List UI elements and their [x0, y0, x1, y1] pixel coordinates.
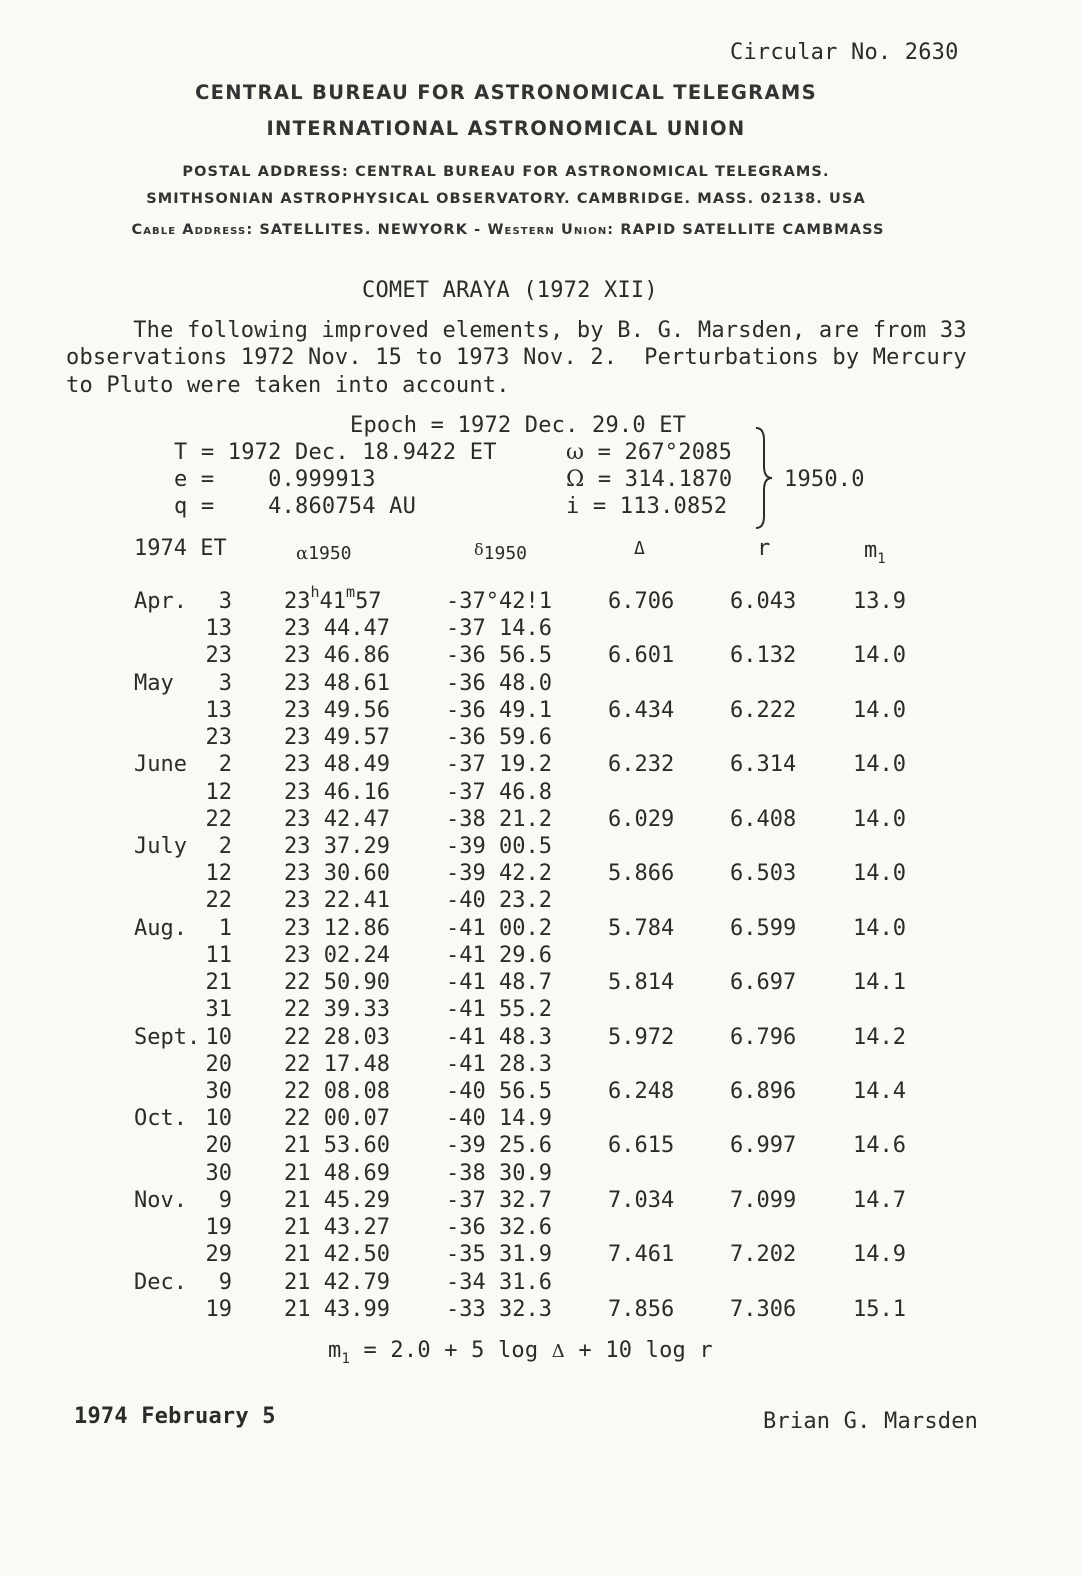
- row-heliocentric-distance: 6.503: [730, 861, 797, 887]
- row-declination: -40 23.2: [446, 888, 552, 914]
- omega-symbol: ω: [566, 440, 585, 465]
- author-signature: Brian G. Marsden: [763, 1409, 979, 1434]
- union-title: INTERNATIONAL ASTRONOMICAL UNION: [266, 117, 746, 140]
- col-distance-header: Δ: [634, 538, 645, 559]
- row-day: 2: [218, 752, 232, 778]
- bureau-title: CENTRAL BUREAU FOR ASTRONOMICAL TELEGRAMS: [195, 81, 817, 104]
- row-heliocentric-distance: 7.202: [730, 1242, 797, 1268]
- row-right-ascension: 23 30.60: [284, 861, 390, 887]
- table-row: [0, 1133, 1082, 1160]
- formula-part-1: = 2.0 + 5 log: [350, 1338, 552, 1363]
- row-day: 9: [218, 1269, 232, 1295]
- node-symbol: Ω: [566, 467, 585, 492]
- row-right-ascension: 22 08.08: [284, 1078, 390, 1104]
- row-magnitude: 14.6: [853, 1133, 906, 1159]
- table-row: [0, 807, 1082, 834]
- table-row: [0, 1079, 1082, 1106]
- row-declination: -36 48.0: [446, 670, 552, 696]
- row-declination: -41 29.6: [446, 942, 552, 968]
- col-ra-header: [296, 540, 352, 565]
- row-magnitude: 14.0: [853, 861, 906, 887]
- omega-value: = 267°2085: [584, 440, 733, 465]
- row-right-ascension: 21 48.69: [284, 1160, 390, 1186]
- row-heliocentric-distance: 7.099: [730, 1187, 797, 1213]
- table-row: [0, 616, 1082, 643]
- row-declination: -41 55.2: [446, 997, 552, 1023]
- row-geocentric-distance: 5.972: [608, 1024, 675, 1050]
- row-declination: -36 49.1: [446, 697, 552, 723]
- table-row: [0, 698, 1082, 725]
- row-right-ascension: 21 42.79: [284, 1269, 390, 1295]
- equinox-brace: [752, 426, 776, 530]
- formula-part-2: + 10 log r: [564, 1338, 713, 1363]
- equinox: 1950.0: [784, 467, 865, 492]
- row-declination: -41 28.3: [446, 1051, 552, 1077]
- row-heliocentric-distance: 6.132: [730, 643, 797, 669]
- table-row: [0, 943, 1082, 970]
- table-row: [0, 1025, 1082, 1052]
- row-declination: -40 56.5: [446, 1078, 552, 1104]
- comet-title: COMET ARAYA (1972 XII): [362, 278, 658, 303]
- row-declination: -37 32.7: [446, 1187, 552, 1213]
- row-declination: -36 32.6: [446, 1215, 552, 1241]
- table-row: [0, 752, 1082, 779]
- row-right-ascension: 23 22.41: [284, 888, 390, 914]
- element-e: e = 0.999913: [174, 467, 376, 492]
- row-right-ascension: 22 50.90: [284, 970, 390, 996]
- intro-line-1: The following improved elements, by B. G. Marsden, are from 33: [66, 318, 967, 343]
- row-right-ascension: 22 00.07: [284, 1106, 390, 1132]
- formula-m: m: [328, 1338, 342, 1363]
- row-right-ascension: 22 39.33: [284, 997, 390, 1023]
- row-magnitude: 14.0: [853, 643, 906, 669]
- row-declination: -41 48.7: [446, 970, 552, 996]
- observatory-address: SMITHSONIAN ASTROPHYSICAL OBSERVATORY. CAMBRIDGE. MASS. 02138. USA: [146, 191, 866, 207]
- row-right-ascension: 23 48.49: [284, 752, 390, 778]
- row-geocentric-distance: 6.434: [608, 697, 675, 723]
- row-right-ascension: 22 17.48: [284, 1051, 390, 1077]
- row-geocentric-distance: 7.461: [608, 1242, 675, 1268]
- row-month: June: [134, 752, 187, 778]
- row-day: 3: [218, 589, 232, 614]
- magnitude-formula: [328, 1338, 713, 1367]
- element-node: [566, 467, 732, 492]
- table-row: [0, 834, 1082, 861]
- row-day: 12: [205, 861, 232, 887]
- intro-line-3: to Pluto were taken into account.: [66, 373, 510, 398]
- row-right-ascension: 23 49.57: [284, 725, 390, 751]
- formula-delta: Δ: [551, 1341, 565, 1362]
- row-magnitude: 14.9: [853, 1242, 906, 1268]
- row-heliocentric-distance: 6.599: [730, 915, 797, 941]
- element-omega: [566, 440, 732, 465]
- table-row: [0, 1215, 1082, 1242]
- row-day: 21: [205, 970, 232, 996]
- row-day: 13: [205, 616, 232, 642]
- row-heliocentric-distance: 6.896: [730, 1078, 797, 1104]
- table-row: [0, 1052, 1082, 1079]
- table-row: [0, 1270, 1082, 1297]
- row-day: 30: [205, 1078, 232, 1104]
- western-union-label: Western Union:: [487, 222, 615, 238]
- row-month: Oct.: [134, 1106, 187, 1132]
- mag-symbol: m: [864, 538, 878, 563]
- row-day: 23: [205, 725, 232, 751]
- row-day: 30: [205, 1160, 232, 1186]
- table-row: [0, 1297, 1082, 1324]
- table-row: [0, 997, 1082, 1024]
- table-row: [0, 861, 1082, 888]
- row-declination: -41 48.3: [446, 1024, 552, 1050]
- row-geocentric-distance: 7.856: [608, 1296, 675, 1322]
- row-magnitude: 13.9: [853, 589, 906, 614]
- row-declination: -38 30.9: [446, 1160, 552, 1186]
- row-right-ascension: 23$^h$41$^m$57: [284, 583, 382, 614]
- row-declination: -34 31.6: [446, 1269, 552, 1295]
- row-declination: -38 21.2: [446, 806, 552, 832]
- row-day: 22: [205, 888, 232, 914]
- row-geocentric-distance: 6.601: [608, 643, 675, 669]
- row-day: 22: [205, 806, 232, 832]
- node-value: = 314.1870: [584, 467, 733, 492]
- cable-label: Cable Address:: [131, 222, 254, 238]
- row-day: 23: [205, 643, 232, 669]
- row-day: 3: [218, 670, 232, 696]
- row-geocentric-distance: 5.866: [608, 861, 675, 887]
- row-right-ascension: 21 53.60: [284, 1133, 390, 1159]
- row-declination: -37 14.6: [446, 616, 552, 642]
- row-right-ascension: 21 43.99: [284, 1296, 390, 1322]
- row-right-ascension: 21 42.50: [284, 1242, 390, 1268]
- row-declination: -35 31.9: [446, 1242, 552, 1268]
- row-declination: -36 56.5: [446, 643, 552, 669]
- row-declination: -39 25.6: [446, 1133, 552, 1159]
- table-row: [0, 1161, 1082, 1188]
- row-magnitude: 14.7: [853, 1187, 906, 1213]
- col-mag-header: [864, 538, 886, 567]
- row-magnitude: 14.4: [853, 1078, 906, 1104]
- row-heliocentric-distance: 6.408: [730, 806, 797, 832]
- table-row: [0, 1242, 1082, 1269]
- row-day: 29: [205, 1242, 232, 1268]
- row-right-ascension: 23 42.47: [284, 806, 390, 832]
- row-day: 10: [205, 1024, 232, 1050]
- ra-epoch: 1950: [308, 543, 352, 564]
- row-month: July: [134, 833, 187, 859]
- alpha-symbol: α: [296, 543, 309, 564]
- row-right-ascension: 23 12.86: [284, 915, 390, 941]
- row-day: 19: [205, 1215, 232, 1241]
- col-r-header: r: [757, 536, 771, 561]
- dec-epoch: 1950: [483, 543, 527, 564]
- element-q: q = 4.860754 AU: [174, 494, 417, 519]
- row-right-ascension: 23 46.86: [284, 643, 390, 669]
- row-geocentric-distance: 6.248: [608, 1078, 675, 1104]
- intro-line-2: observations 1972 Nov. 15 to 1973 Nov. 2. Perturbations by Mercury: [66, 345, 967, 370]
- row-heliocentric-distance: 6.796: [730, 1024, 797, 1050]
- table-row: [0, 725, 1082, 752]
- row-day: 1: [218, 915, 232, 941]
- row-day: 19: [205, 1296, 232, 1322]
- row-magnitude: 14.1: [853, 970, 906, 996]
- table-row: [0, 671, 1082, 698]
- row-right-ascension: 22 28.03: [284, 1024, 390, 1050]
- row-day: 10: [205, 1106, 232, 1132]
- row-magnitude: 14.0: [853, 915, 906, 941]
- row-day: 11: [205, 942, 232, 968]
- row-heliocentric-distance: 6.314: [730, 752, 797, 778]
- row-day: 12: [205, 779, 232, 805]
- row-declination: -37°42!1: [446, 589, 552, 614]
- table-row: [0, 888, 1082, 915]
- row-heliocentric-distance: 7.306: [730, 1296, 797, 1322]
- row-magnitude: 15.1: [853, 1296, 906, 1322]
- row-day: 9: [218, 1187, 232, 1213]
- row-heliocentric-distance: 6.043: [730, 589, 797, 614]
- row-right-ascension: 23 49.56: [284, 697, 390, 723]
- row-geocentric-distance: 6.706: [608, 589, 675, 614]
- circular-number: Circular No. 2630: [730, 40, 959, 65]
- row-magnitude: 14.0: [853, 806, 906, 832]
- row-heliocentric-distance: 6.997: [730, 1133, 797, 1159]
- row-magnitude: 14.0: [853, 697, 906, 723]
- postal-address: POSTAL ADDRESS: CENTRAL BUREAU FOR ASTRONOMICAL TELEGRAMS.: [182, 164, 830, 180]
- row-declination: -41 00.2: [446, 915, 552, 941]
- row-heliocentric-distance: 6.222: [730, 697, 797, 723]
- row-month: Apr.: [134, 589, 187, 614]
- row-right-ascension: 23 37.29: [284, 833, 390, 859]
- row-declination: -33 32.3: [446, 1296, 552, 1322]
- col-dec-header: [474, 540, 527, 565]
- row-month: Aug.: [134, 915, 187, 941]
- row-month: Sept.: [134, 1024, 201, 1050]
- row-right-ascension: 23 02.24: [284, 942, 390, 968]
- element-i: i = 113.0852: [566, 494, 728, 519]
- row-declination: -40 14.9: [446, 1106, 552, 1132]
- row-geocentric-distance: 6.029: [608, 806, 675, 832]
- element-T: T = 1972 Dec. 18.9422 ET: [174, 440, 497, 465]
- row-right-ascension: 23 46.16: [284, 779, 390, 805]
- row-right-ascension: 23 48.61: [284, 670, 390, 696]
- row-day: 31: [205, 997, 232, 1023]
- row-declination: -37 46.8: [446, 779, 552, 805]
- row-right-ascension: 21 45.29: [284, 1187, 390, 1213]
- row-geocentric-distance: 7.034: [608, 1187, 675, 1213]
- row-day: 20: [205, 1051, 232, 1077]
- row-month: May: [134, 670, 174, 696]
- formula-sub: 1: [341, 1351, 351, 1367]
- delta-symbol: δ: [474, 540, 484, 559]
- cable-address: Cable Address: SATELLITES. NEWYORK - Western Union: RAPID SATELLITE CAMBMASS: [131, 222, 885, 238]
- row-declination: -37 19.2: [446, 752, 552, 778]
- row-declination: -39 00.5: [446, 833, 552, 859]
- mag-subscript: 1: [877, 551, 886, 567]
- row-geocentric-distance: 5.784: [608, 915, 675, 941]
- issue-date: 1974 February 5: [74, 1404, 276, 1429]
- row-geocentric-distance: 5.814: [608, 970, 675, 996]
- table-row: [0, 1188, 1082, 1215]
- col-date-header: 1974 ET: [134, 536, 227, 561]
- table-row: [0, 583, 1082, 616]
- row-magnitude: 14.0: [853, 752, 906, 778]
- row-right-ascension: 21 43.27: [284, 1215, 390, 1241]
- table-row: [0, 970, 1082, 997]
- table-row: [0, 780, 1082, 807]
- row-heliocentric-distance: 6.697: [730, 970, 797, 996]
- table-row: [0, 916, 1082, 943]
- row-day: 2: [218, 833, 232, 859]
- table-row: [0, 643, 1082, 670]
- row-day: 20: [205, 1133, 232, 1159]
- row-declination: -36 59.6: [446, 725, 552, 751]
- cable-value: SATELLITES. NEWYORK: [259, 222, 469, 238]
- row-right-ascension: 23 44.47: [284, 616, 390, 642]
- row-declination: -39 42.2: [446, 861, 552, 887]
- epoch: Epoch = 1972 Dec. 29.0 ET: [350, 413, 687, 438]
- row-magnitude: 14.2: [853, 1024, 906, 1050]
- row-month: Nov.: [134, 1187, 187, 1213]
- row-geocentric-distance: 6.615: [608, 1133, 675, 1159]
- row-geocentric-distance: 6.232: [608, 752, 675, 778]
- row-month: Dec.: [134, 1269, 187, 1295]
- western-union-value: RAPID SATELLITE CAMBMASS: [620, 222, 885, 238]
- table-row: [0, 1106, 1082, 1133]
- row-day: 13: [205, 697, 232, 723]
